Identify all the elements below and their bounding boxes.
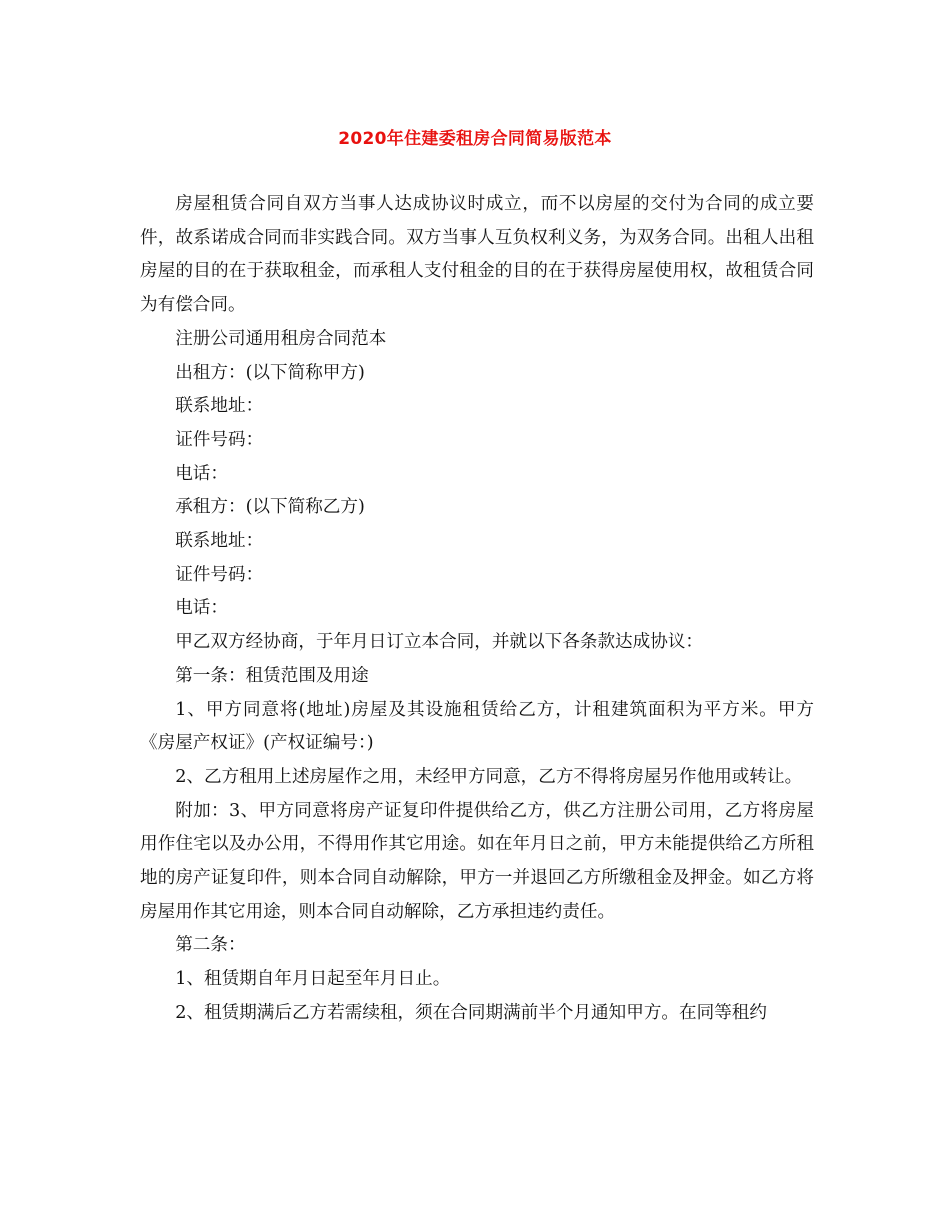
paragraph-lessor-address: 联系地址： <box>175 396 264 417</box>
paragraph-lessor-id: 证件号码： <box>175 429 264 450</box>
paragraph-article-1-item-2: 2、乙方租用上述房屋作之用，未经甲方同意，乙方不得将房屋另作他用或转让。 <box>175 766 803 787</box>
paragraph-lessor-phone: 电话： <box>175 463 228 484</box>
document-body <box>140 188 814 1031</box>
paragraph-lessee-phone: 电话： <box>175 598 228 619</box>
paragraph-intro: 房屋租赁合同自双方当事人达成协议时成立，而不以房屋的交付为合同的成立要件，故系诺成合同而非实践合同。双方当事人互负权利义务，为双务合同。出租人出租房屋的目的在于获取租金，而承租人支付租金的目的在于获得房屋使用权，故租赁合同为有偿合同。 <box>140 194 814 316</box>
paragraph-lessee-address: 联系地址： <box>175 531 264 552</box>
paragraph-article-2-item-2: 2、租赁期满后乙方若需续租，须在合同期满前半个月通知甲方。在同等租约 <box>175 1002 767 1023</box>
paragraph-agreement: 甲乙双方经协商，于年月日订立本合同，并就以下各条款达成协议： <box>175 632 704 653</box>
paragraph-article-1-heading: 第一条：租赁范围及用途 <box>175 665 369 686</box>
document-title: 2020年住建委租房合同简易版范本 <box>338 129 612 149</box>
paragraph-article-2-heading: 第二条： <box>175 935 246 956</box>
paragraph-article-2-item-1: 1、租赁期自年月日起至年月日止。 <box>175 969 451 990</box>
paragraph-template-heading: 注册公司通用租房合同范本 <box>175 328 387 349</box>
paragraph-lessor: 出租方：(以下简称甲方) <box>175 362 365 383</box>
paragraph-article-1-item-1: 1、甲方同意将(地址)房屋及其设施租赁给乙方，计租建筑面积为平方米。甲方《房屋产权证》(产权证编号：) <box>140 699 814 754</box>
paragraph-lessee-id: 证件号码： <box>175 564 264 585</box>
paragraph-article-1-addendum: 附加：3、甲方同意将房产证复印件提供给乙方，供乙方注册公司用，乙方将房屋用作住宅以及办公用，不得用作其它用途。如在年月日之前，甲方未能提供给乙方所租地的房产证复印件，则本合同自动解除，甲方一并退回乙方所缴租金及押金。如乙方将房屋用作其它用途，则本合同自动解除，乙方承担违约责任。 <box>140 800 814 922</box>
paragraph-lessee: 承租方：(以下简称乙方) <box>175 497 365 518</box>
